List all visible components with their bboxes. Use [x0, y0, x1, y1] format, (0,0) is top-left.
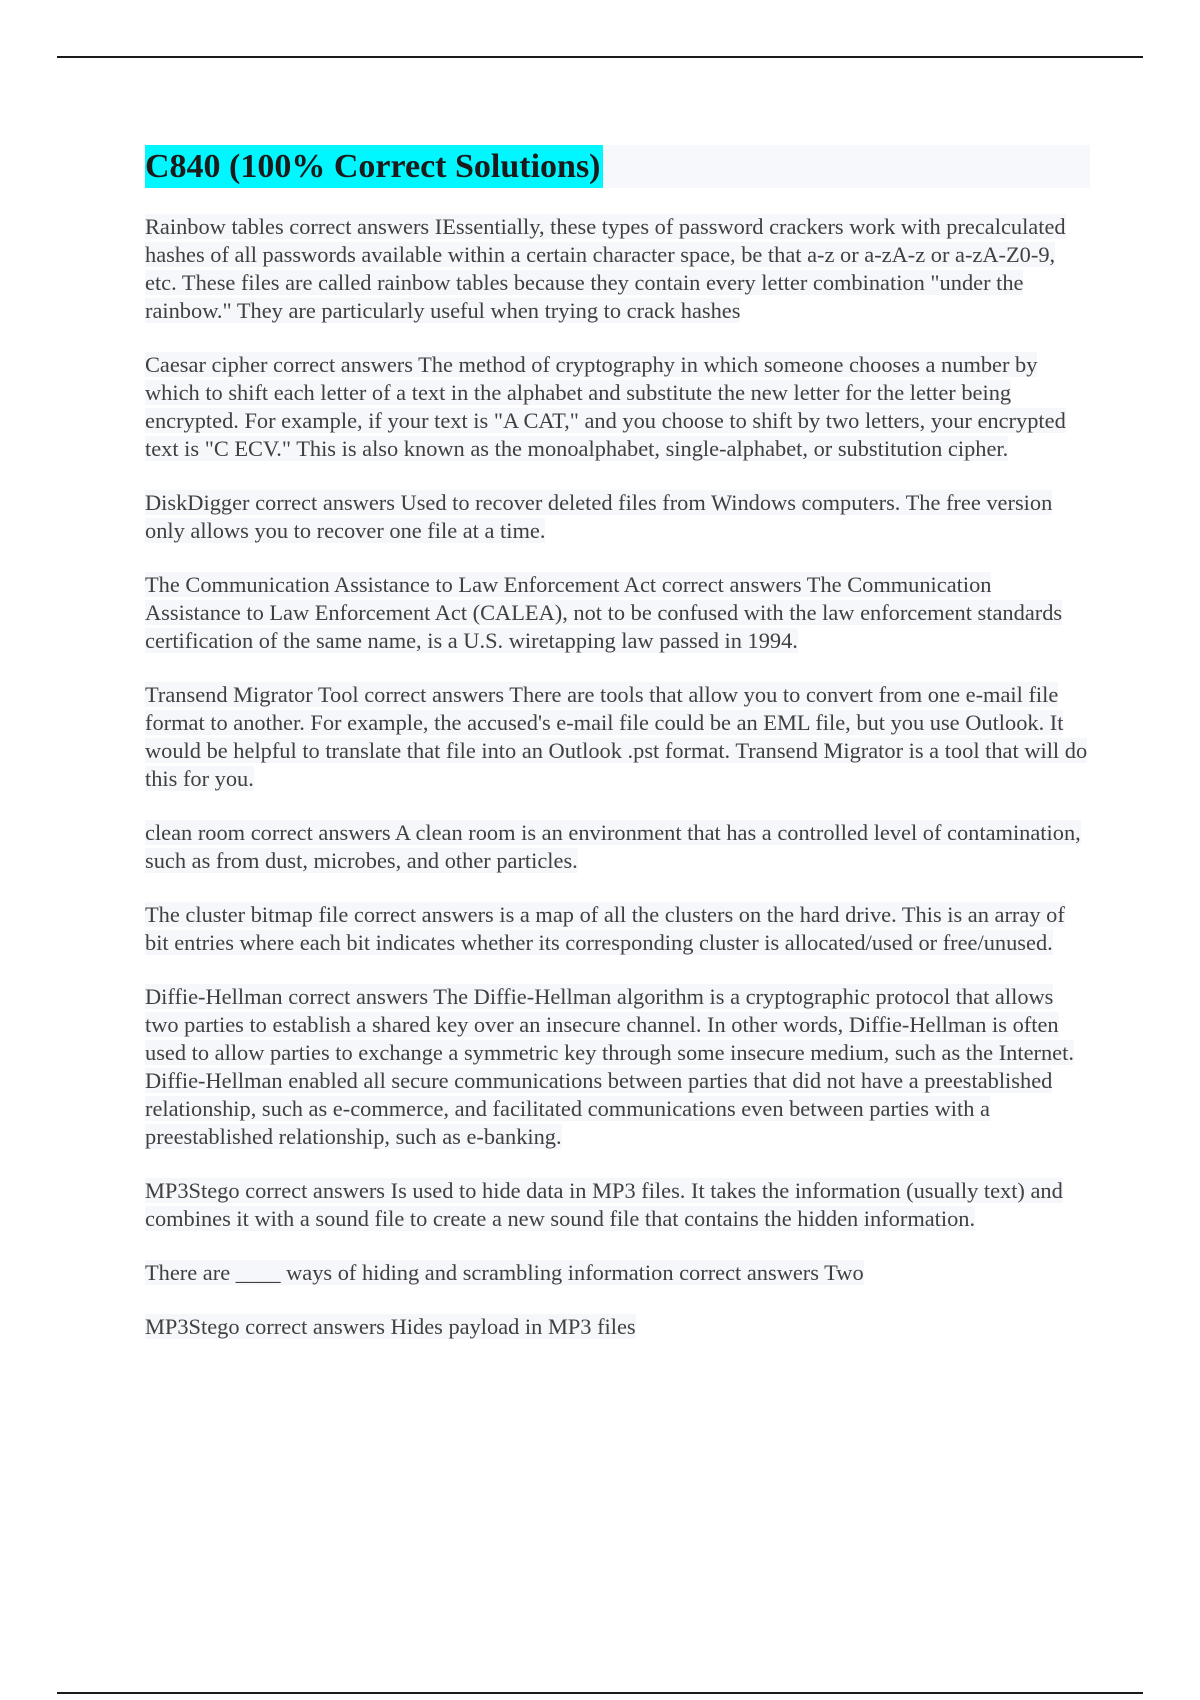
entry-text: MP3Stego correct answers Hides payload in MP3 files	[145, 1314, 636, 1339]
entry-text: The Communication Assistance to Law Enforcement Act correct answers The Communication Assistance to Law Enforcement Act (CALEA), not to be confused with the law enforcement standards certification of the same name, is a U.S. wiretapping law passed in 1994.	[145, 572, 1063, 653]
entry-text: Transend Migrator Tool correct answers There are tools that allow you to convert from one e-mail file format to another. For example, the accused's e-mail file could be an EML file, but you use Outlook. It would be helpful to translate that file into an Outlook .pst format. Transend Migrator is a tool that will do this for you.	[145, 682, 1088, 791]
entry-calea	[145, 571, 1090, 655]
entry-mp3stego-1	[145, 1177, 1090, 1233]
entry-text: Caesar cipher correct answers The method of cryptography in which someone chooses a number by which to shift each letter of a text in the alphabet and substitute the new letter for the letter being encrypted. For example, if your text is "A CAT," and you choose to shift by two letters, your encrypted text is "C ECV." This is also known as the monoalphabet, single-alphabet, or substitution cipher.	[145, 352, 1066, 461]
entry-mp3stego-2	[145, 1313, 1090, 1341]
entry-text: DiskDigger correct answers Used to recover deleted files from Windows computers. The free version only allows you to recover one file at a time.	[145, 490, 1053, 543]
entry-transend-migrator	[145, 681, 1090, 793]
entry-diskdigger	[145, 489, 1090, 545]
entry-text: clean room correct answers A clean room is an environment that has a controlled level of contamination, such as from dust, microbes, and other particles.	[145, 820, 1081, 873]
entry-cluster-bitmap	[145, 901, 1090, 957]
entry-hiding-ways	[145, 1259, 1090, 1287]
entry-diffie-hellman	[145, 983, 1090, 1151]
document-title: C840 (100% Correct Solutions)	[145, 145, 603, 188]
entry-text: There are ____ ways of hiding and scrambling information correct answers Two	[145, 1260, 864, 1285]
footer-rule	[57, 1692, 1143, 1694]
entry-text: Diffie-Hellman correct answers The Diffie-Hellman algorithm is a cryptographic protocol that allows two parties to establish a shared key over an insecure channel. In other words, Diffie-Hellman is often used to allow parties to exchange a symmetric key through some insecure medium, such as the Internet. Diffie-Hellman enabled all secure communications between parties that did not have a preestablished relationship, such as e-commerce, and facilitated communications even between parties with a preestablished relationship, such as e-banking.	[145, 984, 1074, 1149]
entry-text: The cluster bitmap file correct answers is a map of all the clusters on the hard drive. This is an array of bit entries where each bit indicates whether its corresponding cluster is allocated/used or free/unused.	[145, 902, 1065, 955]
entry-rainbow-tables	[145, 213, 1090, 325]
entry-clean-room	[145, 819, 1090, 875]
entry-text: MP3Stego correct answers Is used to hide data in MP3 files. It takes the information (usually text) and combines it with a sound file to create a new sound file that contains the hidden information.	[145, 1178, 1063, 1231]
document-body	[145, 145, 1090, 1367]
entry-caesar-cipher	[145, 351, 1090, 463]
entry-text: Rainbow tables correct answers IEssentially, these types of password crackers work with precalculated hashes of all passwords available within a certain character space, be that a-z or a-zA-z or a-zA-Z0-9, etc. These files are called rainbow tables because they contain every letter combination "under the rainbow." They are particularly useful when trying to crack hashes	[145, 214, 1066, 323]
title-row	[145, 145, 1090, 188]
header-rule	[57, 56, 1143, 58]
